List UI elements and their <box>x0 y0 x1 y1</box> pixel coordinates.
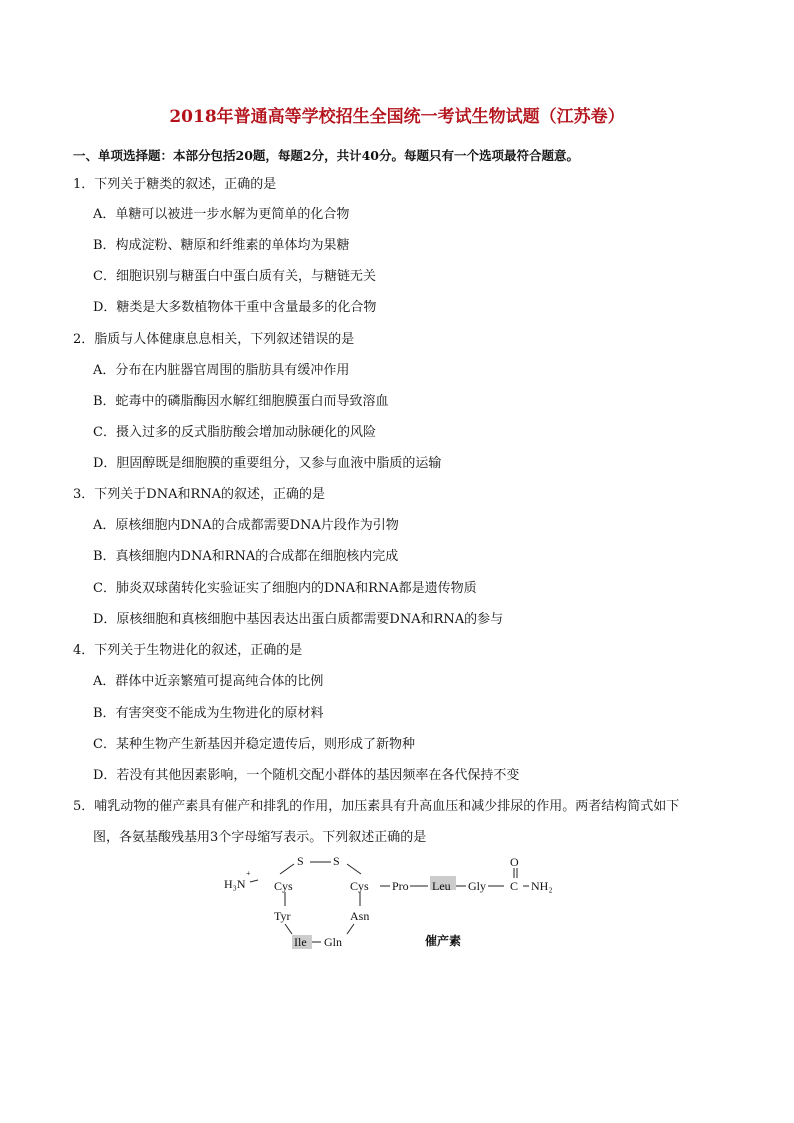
label-tyr: Tyr <box>274 909 291 923</box>
label-s-2: S <box>333 854 340 868</box>
question-3-stem: 3．下列关于DNA和RNA的叙述，正确的是 <box>73 487 326 502</box>
question-2-option-d: D．胆固醇既是细胞膜的重要组分，又参与血液中脂质的运输 <box>93 456 442 471</box>
diagram-bonds <box>250 862 529 942</box>
question-3-option-b: B．真核细胞内DNA和RNA的合成都在细胞核内完成 <box>93 549 399 564</box>
question-2-option-a: A．分布在内脏器官周围的脂肪具有缓冲作用 <box>93 363 350 378</box>
label-leu: Leu <box>432 879 451 893</box>
label-gly: Gly <box>468 879 486 893</box>
label-pro: Pro <box>392 879 409 893</box>
label-asn: Asn <box>350 909 370 923</box>
label-gln: Gln <box>324 935 342 949</box>
question-4-option-c: C．某种生物产生新基因并稳定遗传后，则形成了新物种 <box>93 737 415 752</box>
diagram-caption: 催产素 <box>425 934 462 948</box>
label-o: O <box>510 855 519 869</box>
label-c: C <box>510 879 519 893</box>
question-3-option-d: D．原核细胞和真核细胞中基因表达出蛋白质都需要DNA和RNA的参与 <box>93 612 504 627</box>
question-1-option-d: D．糖类是大多数植物体干重中含量最多的化合物 <box>93 300 377 315</box>
question-1-option-b: B．构成淀粉、糖原和纤维素的单体均为果糖 <box>93 238 350 253</box>
page-title: 2018年普通高等学校招生全国统一考试生物试题（江苏卷） <box>169 107 625 127</box>
question-4-option-b: B．有害突变不能成为生物进化的原材料 <box>93 706 324 721</box>
label-ile: Ile <box>294 935 307 949</box>
question-5-stem-line2: 图，各氨基酸残基用3个字母缩写表示。下列叙述正确的是 <box>93 830 427 845</box>
question-4-stem: 4．下列关于生物进化的叙述，正确的是 <box>73 643 303 658</box>
question-5-stem-line1: 5．哺乳动物的催产素具有催产和排乳的作用，加压素具有升高血压和减少排尿的作用。两者结构简式如下 <box>73 799 680 814</box>
question-3-option-a: A．原核细胞内DNA的合成都需要DNA片段作为引物 <box>93 518 399 533</box>
question-2-stem: 2．脂质与人体健康息息相关，下列叙述错误的是 <box>73 332 355 347</box>
label-s-1: S <box>297 854 304 868</box>
question-2-option-c: C．摄入过多的反式脂肪酸会增加动脉硬化的风险 <box>93 425 376 440</box>
section-heading: 一、单项选择题：本部分包括20题，每题2分，共计40分。每题只有一个选项最符合题意。 <box>73 148 579 163</box>
question-2-option-b: B．蛇毒中的磷脂酶因水解红细胞膜蛋白而导致溶血 <box>93 394 389 409</box>
label-plus: + <box>246 869 251 878</box>
label-cys-1: Cys <box>274 879 293 893</box>
question-1-option-a: A．单糖可以被进一步水解为更简单的化合物 <box>93 207 350 222</box>
question-4-option-d: D．若没有其他因素影响，一个随机交配小群体的基因频率在各代保持不变 <box>93 768 520 783</box>
question-1-option-c: C．细胞识别与糖蛋白中蛋白质有关，与糖链无关 <box>93 269 376 284</box>
label-nh2: NH₂ <box>531 879 553 893</box>
label-h3n: H₃N <box>224 877 246 891</box>
label-cys-2: Cys <box>350 879 369 893</box>
question-1-stem: 1．下列关于糖类的叙述，正确的是 <box>73 177 277 192</box>
question-4-option-a: A．群体中近亲繁殖可提高纯合体的比例 <box>93 674 324 689</box>
question-3-option-c: C．肺炎双球菌转化实验证实了细胞内的DNA和RNA都是遗传物质 <box>93 581 477 596</box>
oxytocin-structure-diagram <box>220 852 560 957</box>
